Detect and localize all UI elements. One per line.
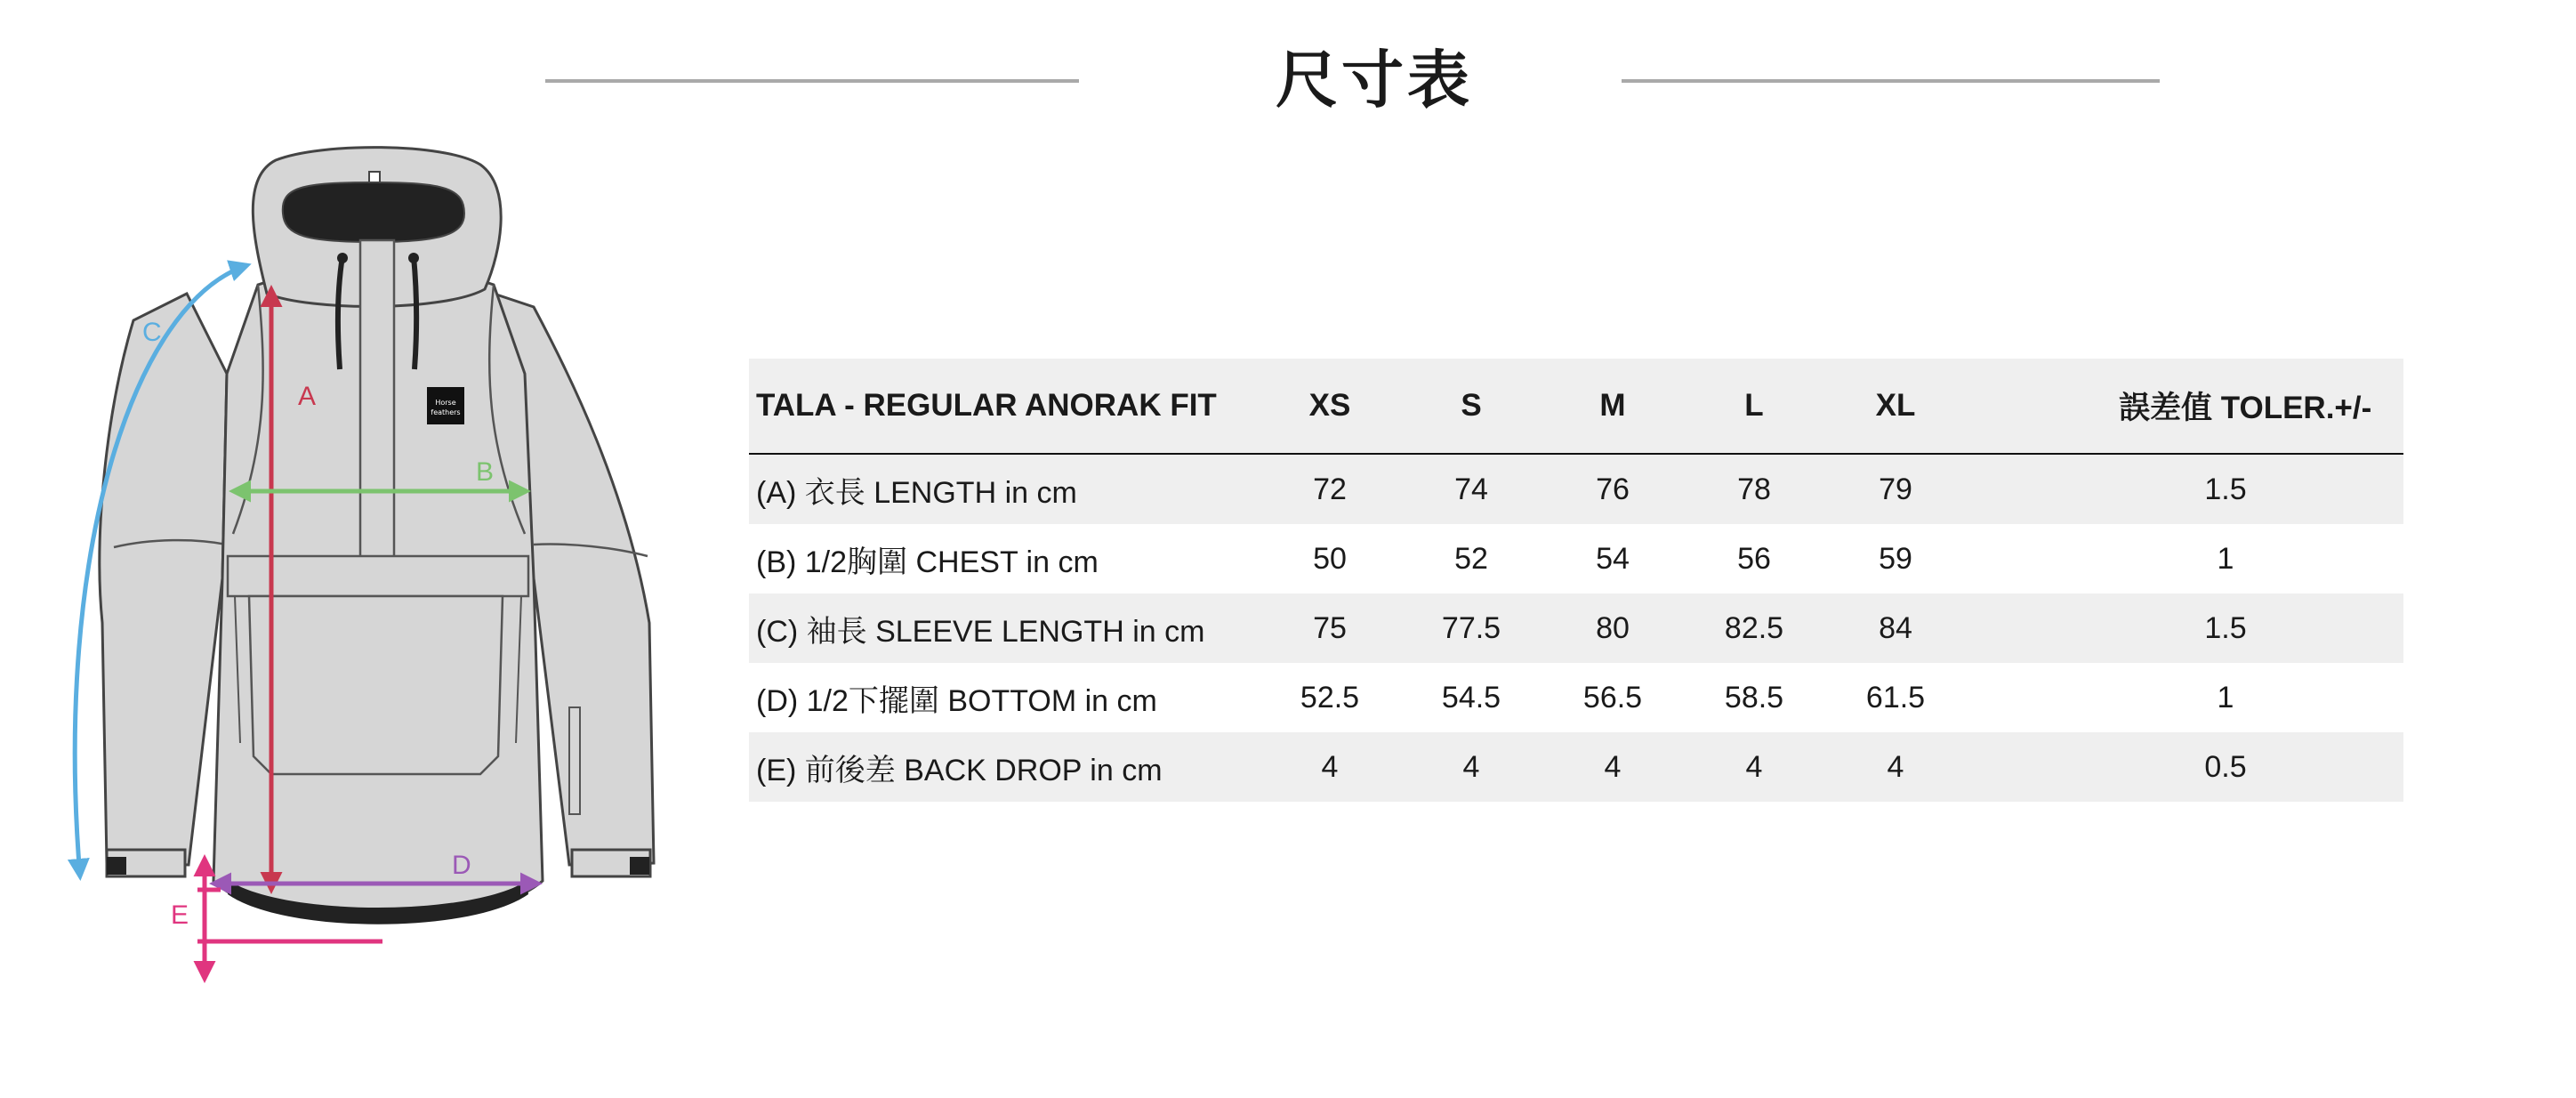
row-label: (C) 袖長 SLEEVE LENGTH in cm [756, 614, 1205, 649]
cell-s: 77.5 [1441, 610, 1501, 645]
row-label: (A) 衣長 LENGTH in cm [756, 475, 1077, 510]
cell-m: 76 [1596, 472, 1630, 506]
label-b: B [476, 457, 495, 487]
cell-l: 4 [1745, 749, 1763, 784]
cell-tolerance: 0.5 [2204, 749, 2247, 784]
table-row [749, 455, 2403, 524]
size-header-xs: XS [1308, 388, 1351, 423]
cell-xs: 52.5 [1300, 680, 1360, 715]
size-header-m: M [1599, 388, 1626, 423]
label-c: C [142, 318, 162, 347]
title-rule-right [1622, 79, 2160, 83]
cell-s: 54.5 [1441, 680, 1501, 715]
cell-xs: 75 [1313, 610, 1347, 645]
size-header-l: L [1744, 388, 1764, 423]
table-row [749, 732, 2403, 802]
cell-xs: 72 [1313, 472, 1347, 506]
hood-badge [369, 172, 380, 182]
table-row [749, 663, 2403, 732]
cell-xl: 61.5 [1865, 680, 1926, 715]
table-row [749, 593, 2403, 663]
cell-s: 4 [1462, 749, 1480, 784]
table-row [749, 524, 2403, 593]
cell-tolerance: 1.5 [2204, 610, 2247, 645]
cell-l: 82.5 [1724, 610, 1784, 645]
cell-tolerance: 1.5 [2204, 472, 2247, 506]
cell-xl: 4 [1887, 749, 1904, 784]
hood-opening [283, 182, 464, 242]
cell-s: 74 [1454, 472, 1488, 506]
label-e: E [171, 900, 189, 930]
svg-text:Horse: Horse [435, 399, 456, 407]
left-sleeve [100, 294, 227, 865]
table-header [749, 359, 2403, 455]
label-d: D [452, 851, 471, 880]
cell-xs: 50 [1313, 541, 1347, 576]
placket [360, 240, 394, 561]
tolerance-header: 誤差值 TOLER.+/- [2119, 391, 2372, 425]
cell-tolerance: 1 [2217, 680, 2234, 715]
svg-text:feathers: feathers [431, 408, 461, 416]
kangaroo-pocket [249, 596, 503, 774]
cell-s: 52 [1454, 541, 1488, 576]
row-label: (B) 1/2胸圍 CHEST in cm [756, 545, 1099, 579]
size-header-s: S [1461, 388, 1482, 423]
row-label: (E) 前後差 BACK DROP in cm [756, 753, 1163, 787]
cell-l: 78 [1737, 472, 1771, 506]
row-label: (D) 1/2下擺圍 BOTTOM in cm [756, 683, 1157, 718]
page-title: 尺寸表 [1276, 44, 1473, 117]
cell-xl: 59 [1879, 541, 1912, 576]
cell-tolerance: 1 [2217, 541, 2234, 576]
cell-xl: 79 [1879, 472, 1912, 506]
cell-xl: 84 [1879, 610, 1912, 645]
cell-m: 4 [1604, 749, 1622, 784]
cell-m: 56.5 [1582, 680, 1643, 715]
size-header-xl: XL [1875, 388, 1916, 423]
cell-xs: 4 [1321, 749, 1339, 784]
label-a: A [298, 382, 317, 411]
cell-m: 54 [1596, 541, 1630, 576]
jacket-diagram [0, 0, 712, 1098]
product-name: TALA - REGULAR ANORAK FIT [756, 388, 1217, 423]
cell-m: 80 [1596, 610, 1630, 645]
cell-l: 56 [1737, 541, 1771, 576]
cell-l: 58.5 [1724, 680, 1784, 715]
